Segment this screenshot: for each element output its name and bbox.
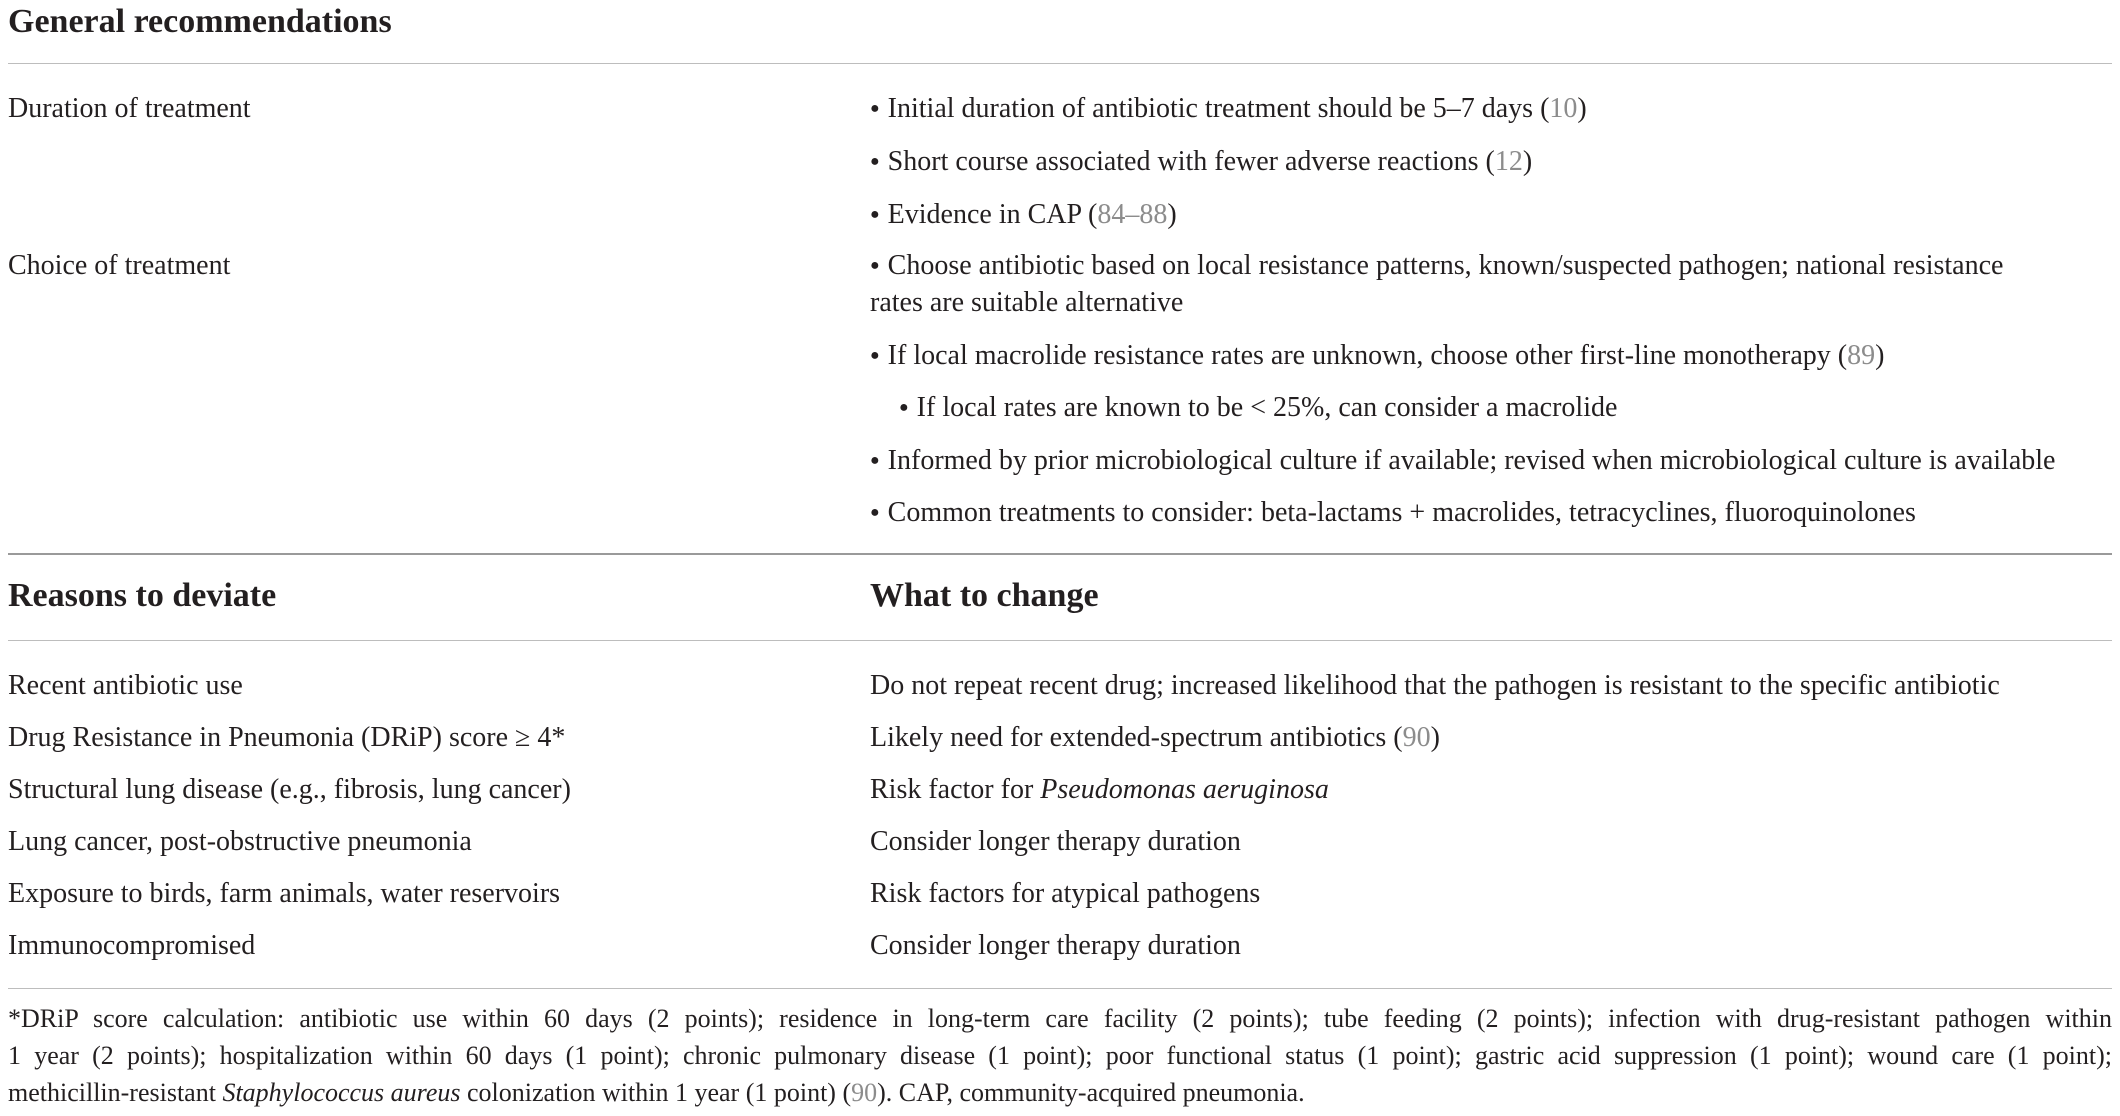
pathogen-name: Pseudomonas aeruginosa <box>1040 774 1329 805</box>
change-cell: Risk factor for Pseudomonas aeruginosa <box>870 774 1329 805</box>
citation-link[interactable]: 10 <box>1549 93 1578 124</box>
change-cell: Do not repeat recent drug; increased likelihood that the pathogen is resistant to the specific antibiotic <box>870 670 2000 701</box>
citation-link[interactable]: 89 <box>1847 340 1876 371</box>
change-cell: Risk factors for atypical pathogens <box>870 878 1261 909</box>
duration-bullet-3: ● Evidence in CAP (84–88) <box>870 196 1177 237</box>
divider <box>8 63 2112 64</box>
footnote-line: *DRiP score calculation: antibiotic use within 60 days (2 points); residence in long-term care facility (2 points); tube feeding (2 points); infection with drug-resistant pathogen within <box>8 1004 2112 1033</box>
footnote-line: methicillin-resistant Staphylococcus aureus colonization within 1 year (1 point) (90). CAP, community-acquired pneumonia. <box>8 1078 1305 1107</box>
citation-link[interactable]: 12 <box>1494 146 1523 177</box>
reasons-to-deviate-heading: Reasons to deviate <box>8 577 277 614</box>
footnote-line: 1 year (2 points); hospitalization within 60 days (1 point); chronic pulmonary disease (1 point); poor functional status (1 point); gastric acid suppression (1 point); wound care (1 point); <box>8 1041 2112 1070</box>
duration-bullet-1: ● Initial duration of antibiotic treatment should be 5–7 days (10) <box>870 90 1587 131</box>
reason-cell: Recent antibiotic use <box>8 670 243 701</box>
duration-bullet-2: ● Short course associated with fewer adverse reactions (12) <box>870 143 1532 184</box>
reason-cell: Immunocompromised <box>8 930 256 961</box>
citation-link[interactable]: 90 <box>851 1078 878 1107</box>
choice-bullet-3: ● Informed by prior microbiological culture if available; revised when microbiological culture is available <box>870 442 2055 483</box>
choice-label: Choice of treatment <box>8 250 231 281</box>
reason-cell: Drug Resistance in Pneumonia (DRiP) score ≥ 4* <box>8 722 566 753</box>
choice-bullet-2: ● If local macrolide resistance rates are unknown, choose other first-line monotherapy (89) <box>870 337 1884 378</box>
change-cell: Likely need for extended-spectrum antibiotics (90) <box>870 722 1440 753</box>
divider <box>8 988 2112 989</box>
change-cell: Consider longer therapy duration <box>870 930 1241 961</box>
general-recommendations-heading: General recommendations <box>8 3 392 40</box>
choice-bullet-4: ● Common treatments to consider: beta-lactams + macrolides, tetracyclines, fluoroquinolones <box>870 494 1916 535</box>
choice-bullet-1-continued: rates are suitable alternative <box>870 287 1184 318</box>
reason-cell: Structural lung disease (e.g., fibrosis, lung cancer) <box>8 774 571 805</box>
what-to-change-heading: What to change <box>870 577 1099 614</box>
divider <box>8 640 2112 641</box>
citation-link[interactable]: 84–88 <box>1097 199 1168 230</box>
duration-label: Duration of treatment <box>8 93 251 124</box>
reason-cell: Exposure to birds, farm animals, water reservoirs <box>8 878 561 909</box>
change-cell: Consider longer therapy duration <box>870 826 1241 857</box>
citation-link[interactable]: 90 <box>1402 722 1431 753</box>
choice-bullet-1: ● Choose antibiotic based on local resistance patterns, known/suspected pathogen; national resistance <box>870 247 2003 288</box>
reason-cell: Lung cancer, post-obstructive pneumonia <box>8 826 472 857</box>
choice-sub-bullet: ● If local rates are known to be < 25%, can consider a macrolide <box>899 389 1617 430</box>
divider <box>8 553 2112 555</box>
table-footnote <box>8 1000 2112 1111</box>
